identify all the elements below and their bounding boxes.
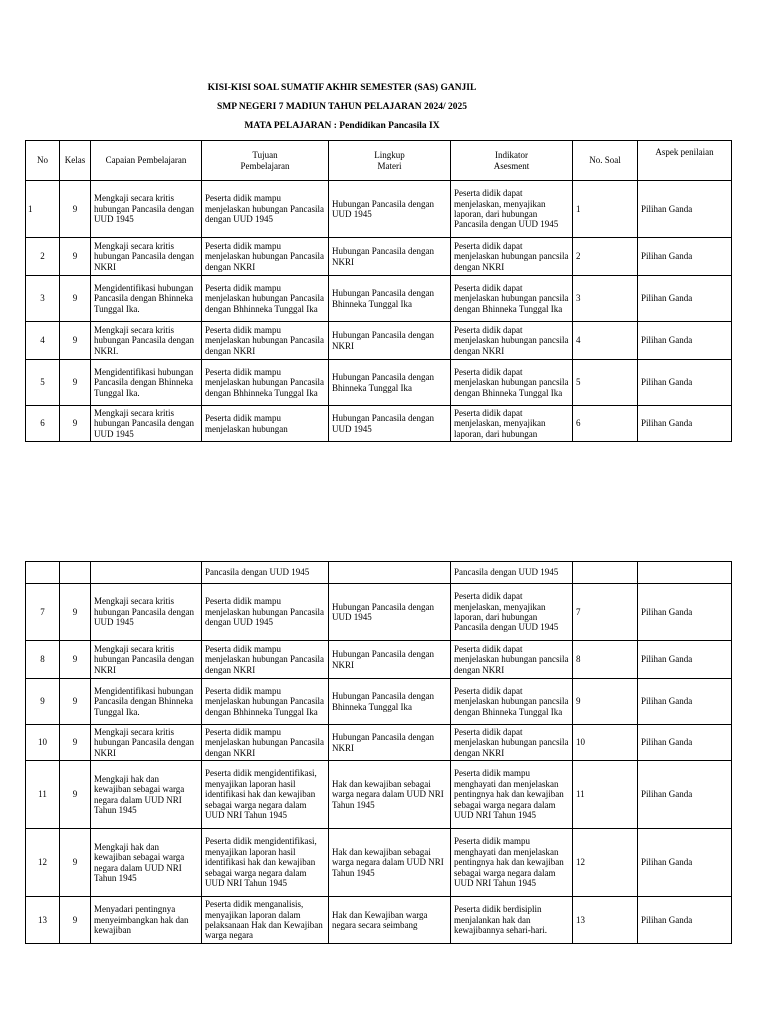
cell-indikator: Peserta didik berdisiplin menjalankan hak dan kewajibannya sehari-hari.: [451, 897, 573, 944]
cell-kelas: 9: [60, 360, 91, 406]
cell-aspek: Pilihan Ganda: [638, 584, 732, 641]
cell-aspek: Pilihan Ganda: [638, 360, 732, 406]
table-row: [26, 238, 732, 276]
cell-no: 5: [26, 360, 60, 406]
cell-lingkup: Hubungan Pancasila dengan UUD 1945: [329, 406, 451, 442]
cell-indikator: Peserta didik dapat menjelaskan hubungan pancsila dengan NKRI: [451, 725, 573, 761]
kisi-kisi-table: [25, 140, 732, 442]
cell-aspek: Pilihan Ganda: [638, 725, 732, 761]
cell-indikator: Peserta didik mampu menghayati dan menjelaskan pentingnya hak dan kewajiban sebagai warga negara dalam UUD NRI Tahun 1945: [451, 829, 573, 897]
cell-capaian: Mengidentifikasi hubungan Pancasila dengan Bhinneka Tunggal Ika.: [91, 679, 202, 725]
col-header-indikator: [451, 141, 573, 181]
cell-no-soal: 2: [573, 238, 638, 276]
cell-capaian: Mengkaji secara kritis hubungan Pancasila dengan UUD 1945: [91, 181, 202, 238]
col-header-tujuan: [202, 141, 329, 181]
cell-lingkup: Hubungan Pancasila dengan Bhinneka Tunggal Ika: [329, 276, 451, 322]
table-row: [26, 584, 732, 641]
cell-lingkup: Hubungan Pancasila dengan NKRI: [329, 725, 451, 761]
cell-indikator: Peserta didik dapat menjelaskan hubungan pancsila dengan NKRI: [451, 238, 573, 276]
cell-kelas: 9: [60, 406, 91, 442]
cell-tujuan: Peserta didik mampu menjelaskan hubungan Pancasila dengan NKRI: [202, 725, 329, 761]
cell-indikator: Peserta didik dapat menjelaskan, menyajikan laporan, dari hubungan Pancasila dengan UUD 1945: [451, 181, 573, 238]
cell-indikator: Pancasila dengan UUD 1945: [451, 562, 573, 584]
col-header-indikator-line2: Asesment: [493, 160, 530, 171]
cell-indikator: Peserta didik mampu menghayati dan menjelaskan pentingnya hak dan kewajiban sebagai warga negara dalam UUD NRI Tahun 1945: [451, 761, 573, 829]
cell-no: 6: [26, 406, 60, 442]
document-title: KISI-KISI SOAL SUMATIF AKHIR SEMESTER (SAS) GANJIL: [207, 83, 477, 93]
cell-capaian: Mengkaji secara kritis hubungan Pancasila dengan UUD 1945: [91, 406, 202, 442]
subject-line: MATA PELAJARAN : Pendidikan Pancasila IX: [244, 121, 440, 131]
col-header-tujuan-line2: Pembelajaran: [240, 160, 290, 171]
cell-tujuan: Peserta didik mampu menjelaskan hubungan Pancasila dengan UUD 1945: [202, 181, 329, 238]
cell-capaian: Mengidentifikasi hubungan Pancasila dengan Bhinneka Tunggal Ika.: [91, 276, 202, 322]
cell-lingkup: Hubungan Pancasila dengan NKRI: [329, 641, 451, 679]
table-row: [26, 829, 732, 897]
cell-no: 4: [26, 322, 60, 360]
cell-no-soal: 11: [573, 761, 638, 829]
cell-no: 8: [26, 641, 60, 679]
col-header-lingkup: [329, 141, 451, 181]
cell-no-soal: 1: [573, 181, 638, 238]
cell-no: 13: [26, 897, 60, 944]
col-header-indikator-line1: Indikator: [495, 150, 528, 161]
cell-tujuan: Peserta didik mampu menjelaskan hubungan Pancasila dengan Bhhinneka Tunggal Ika: [202, 679, 329, 725]
cell-no-soal: 6: [573, 406, 638, 442]
cell-tujuan: Peserta didik mampu menjelaskan hubungan Pancasila dengan Bhhinneka Tunggal Ika: [202, 276, 329, 322]
cell-capaian: Mengkaji secara kritis hubungan Pancasila dengan NKRI: [91, 238, 202, 276]
table-row: [26, 897, 732, 944]
cell-tujuan: Peserta didik mengidentifikasi, menyajikan laporan hasil identifikasi hak dan kewajiban sebagai warga negara dalam UUD NRI Tahun 1945: [202, 761, 329, 829]
cell-aspek: Pilihan Ganda: [638, 761, 732, 829]
cell-aspek: Pilihan Ganda: [638, 829, 732, 897]
cell-no-soal: 9: [573, 679, 638, 725]
cell-lingkup: Hubungan Pancasila dengan Bhinneka Tunggal Ika: [329, 679, 451, 725]
cell-capaian: Mengkaji secara kritis hubungan Pancasila dengan NKRI: [91, 725, 202, 761]
cell-indikator: Peserta didik dapat menjelaskan hubungan pancsila dengan NKRI: [451, 641, 573, 679]
school-name: SMP NEGERI 7 MADIUN TAHUN PELAJARAN 2024/ 2025: [216, 102, 468, 112]
table-row: [26, 725, 732, 761]
cell-no: 12: [26, 829, 60, 897]
cell-kelas: [60, 562, 91, 584]
table-row: [26, 322, 732, 360]
cell-kelas: 9: [60, 761, 91, 829]
cell-tujuan: Peserta didik mampu menjelaskan hubungan Pancasila dengan NKRI: [202, 641, 329, 679]
cell-lingkup: Hubungan Pancasila dengan NKRI: [329, 238, 451, 276]
cell-capaian: Mengkaji secara kritis hubungan Pancasila dengan NKRI.: [91, 322, 202, 360]
cell-aspek: Pilihan Ganda: [638, 897, 732, 944]
cell-aspek: Pilihan Ganda: [638, 276, 732, 322]
cell-tujuan: Peserta didik mampu menjelaskan hubungan Pancasila dengan UUD 1945: [202, 584, 329, 641]
table-row: [26, 761, 732, 829]
cell-indikator: Peserta didik dapat menjelaskan hubungan pancsila dengan Bhinneka Tunggal Ika: [451, 679, 573, 725]
cell-no-soal: 12: [573, 829, 638, 897]
cell-no: 7: [26, 584, 60, 641]
cell-no-soal: 10: [573, 725, 638, 761]
cell-no-soal: 3: [573, 276, 638, 322]
cell-no-soal: 8: [573, 641, 638, 679]
col-header-lingkup-line1: Lingkup: [374, 150, 405, 161]
col-header-kelas: Kelas: [60, 141, 91, 181]
cell-lingkup: Hubungan Pancasila dengan Bhinneka Tunggal Ika: [329, 360, 451, 406]
cell-tujuan: Peserta didik mampu menjelaskan hubungan Pancasila dengan Bhhinneka Tunggal Ika: [202, 360, 329, 406]
col-header-no-soal: No. Soal: [573, 141, 638, 181]
col-header-capaian: Capaian Pembelajaran: [91, 141, 202, 181]
cell-tujuan: Peserta didik menganalisis, menyajikan laporan dalam pelaksanaan Hak dan Kewajiban warga negara: [202, 897, 329, 944]
cell-aspek: Pilihan Ganda: [638, 641, 732, 679]
table-row: [26, 679, 732, 725]
cell-no: 9: [26, 679, 60, 725]
col-header-tujuan-line1: Tujuan: [252, 150, 278, 161]
cell-capaian: Mengkaji hak dan kewajiban sebagai warga negara dalam UUD NRI Tahun 1945: [91, 829, 202, 897]
cell-kelas: 9: [60, 238, 91, 276]
cell-tujuan: Peserta didik mampu menjelaskan hubungan Pancasila dengan NKRI: [202, 322, 329, 360]
cell-no: 10: [26, 725, 60, 761]
cell-kelas: 9: [60, 322, 91, 360]
cell-no-soal: 5: [573, 360, 638, 406]
cell-aspek: Pilihan Ganda: [638, 181, 732, 238]
cell-kelas: 9: [60, 584, 91, 641]
table-row: [26, 406, 732, 442]
cell-tujuan: Pancasila dengan UUD 1945: [202, 562, 329, 584]
cell-lingkup: Hubungan Pancasila dengan NKRI: [329, 322, 451, 360]
cell-no: [26, 562, 60, 584]
cell-indikator: Peserta didik dapat menjelaskan, menyajikan laporan, dari hubungan Pancasila dengan UUD 1945: [451, 584, 573, 641]
col-header-aspek: Aspek penilaian: [638, 141, 732, 181]
table-header-row: [26, 141, 732, 181]
cell-no-soal: 13: [573, 897, 638, 944]
cell-no: 1: [26, 181, 60, 238]
col-header-lingkup-line2: Materi: [377, 160, 402, 171]
cell-aspek: Pilihan Ganda: [638, 322, 732, 360]
cell-indikator: Peserta didik dapat menjelaskan hubungan pancsila dengan NKRI: [451, 322, 573, 360]
cell-aspek: [638, 562, 732, 584]
cell-lingkup: Hubungan Pancasila dengan UUD 1945: [329, 584, 451, 641]
cell-kelas: 9: [60, 679, 91, 725]
kisi-kisi-table-continued: [25, 561, 732, 944]
cell-lingkup: Hak dan Kewajiban warga negara secara seimbang: [329, 897, 451, 944]
cell-kelas: 9: [60, 897, 91, 944]
cell-no-soal: [573, 562, 638, 584]
table-row: [26, 276, 732, 322]
cell-lingkup: [329, 562, 451, 584]
cell-lingkup: Hak dan kewajiban sebagai warga negara dalam UUD NRI Tahun 1945: [329, 829, 451, 897]
cell-no: 11: [26, 761, 60, 829]
cell-no: 2: [26, 238, 60, 276]
cell-capaian: Mengidentifikasi hubungan Pancasila dengan Bhinneka Tunggal Ika.: [91, 360, 202, 406]
continuation-row: [26, 562, 732, 584]
cell-lingkup: Hak dan kewajiban sebagai warga negara dalam UUD NRI Tahun 1945: [329, 761, 451, 829]
cell-aspek: Pilihan Ganda: [638, 238, 732, 276]
cell-no-soal: 4: [573, 322, 638, 360]
col-header-no: No: [26, 141, 60, 181]
cell-indikator: Peserta didik dapat menjelaskan hubungan pancsila dengan Bhinneka Tunggal Ika: [451, 276, 573, 322]
cell-no: 3: [26, 276, 60, 322]
cell-tujuan: Peserta didik mengidentifikasi, menyajikan laporan hasil identifikasi hak dan kewajiban sebagai warga negara dalam UUD NRI Tahun 1945: [202, 829, 329, 897]
cell-capaian: Menyadari pentingnya menyeimbangkan hak dan kewajiban: [91, 897, 202, 944]
cell-aspek: Pilihan Ganda: [638, 406, 732, 442]
cell-capaian: Mengkaji secara kritis hubungan Pancasila dengan NKRI: [91, 641, 202, 679]
cell-capaian: Mengkaji secara kritis hubungan Pancasila dengan UUD 1945: [91, 584, 202, 641]
table-row: [26, 360, 732, 406]
cell-capaian: [91, 562, 202, 584]
cell-kelas: 9: [60, 181, 91, 238]
cell-kelas: 9: [60, 641, 91, 679]
cell-kelas: 9: [60, 725, 91, 761]
cell-tujuan: Peserta didik mampu menjelaskan hubungan: [202, 406, 329, 442]
cell-capaian: Mengkaji hak dan kewajiban sebagai warga negara dalam UUD NRI Tahun 1945: [91, 761, 202, 829]
cell-kelas: 9: [60, 829, 91, 897]
cell-no-soal: 7: [573, 584, 638, 641]
cell-kelas: 9: [60, 276, 91, 322]
cell-indikator: Peserta didik dapat menjelaskan hubungan pancsila dengan Bhinneka Tunggal Ika: [451, 360, 573, 406]
cell-lingkup: Hubungan Pancasila dengan UUD 1945: [329, 181, 451, 238]
cell-indikator: Peserta didik dapat menjelaskan, menyajikan laporan, dari hubungan: [451, 406, 573, 442]
cell-tujuan: Peserta didik mampu menjelaskan hubungan Pancasila dengan NKRI: [202, 238, 329, 276]
table-row: [26, 641, 732, 679]
table-row: [26, 181, 732, 238]
cell-aspek: Pilihan Ganda: [638, 679, 732, 725]
